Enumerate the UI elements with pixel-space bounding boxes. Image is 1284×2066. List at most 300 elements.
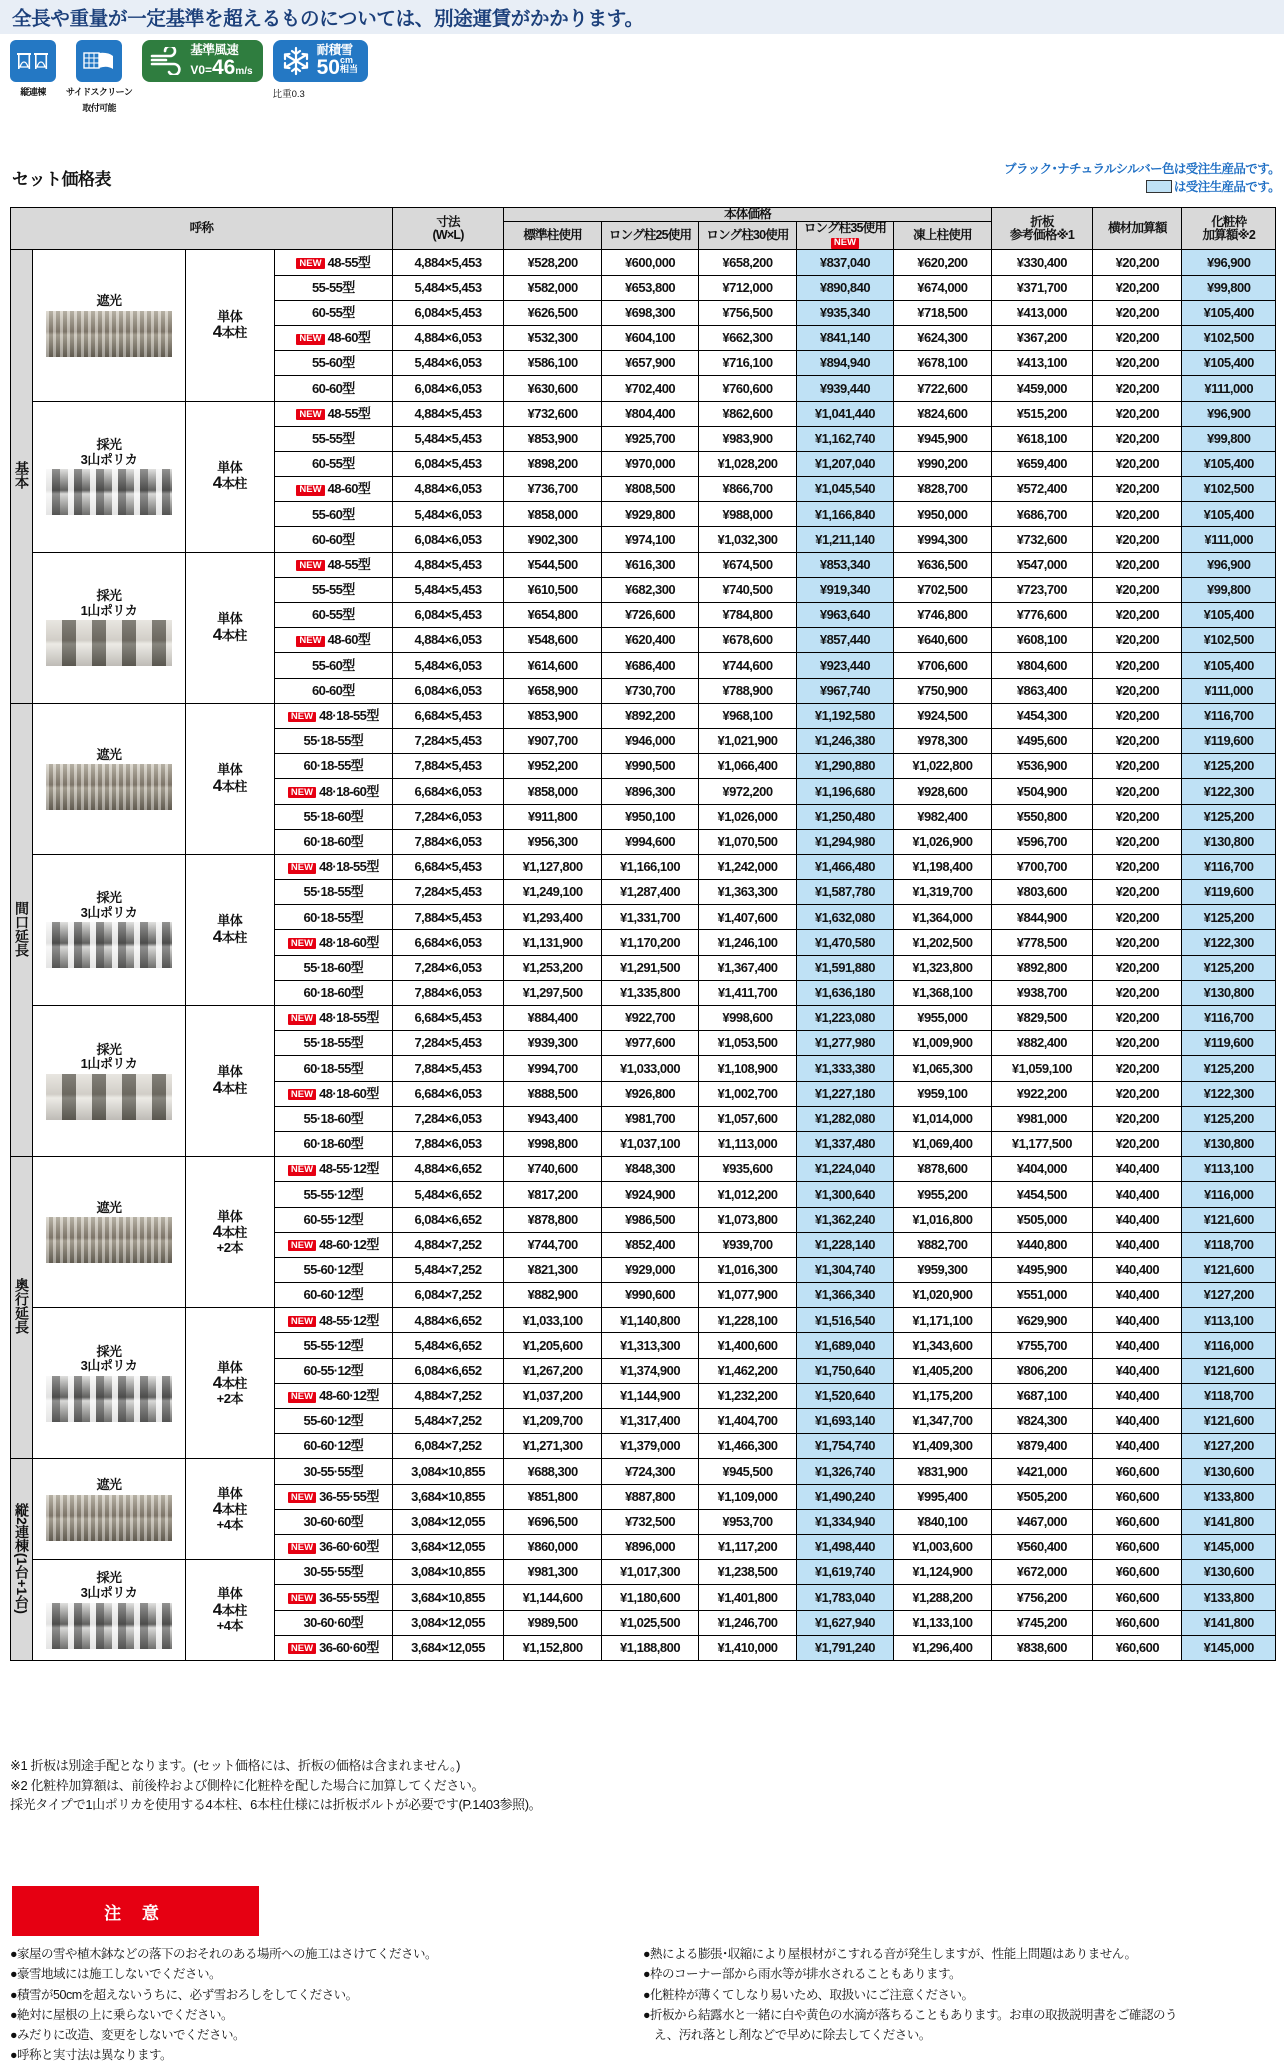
caution-item-right-1: ●熱による膨張･収縮により屋根材がこすれる音が発生しますが、性能上問題はありません。 — [643, 1947, 1137, 1961]
price-standard-cell: ¥851,800 — [504, 1484, 601, 1509]
model-name-cell — [274, 1409, 392, 1434]
price-long35-cell: ¥1,045,540 — [796, 477, 893, 502]
roof-type-cell — [33, 854, 185, 1005]
dimension-cell: 3,084×10,855 — [392, 1459, 504, 1484]
price-long25-cell: ¥994,600 — [601, 829, 698, 854]
roof-type-label: 遮光 — [96, 746, 122, 762]
model-name-cell — [274, 1635, 392, 1660]
price-oriita-cell: ¥922,200 — [991, 1081, 1093, 1106]
th-yokozai: 横材加算額 — [1093, 208, 1182, 250]
price-yokozai-cell: ¥20,200 — [1093, 275, 1182, 300]
model-name-cell — [274, 1157, 392, 1182]
price-long35-cell: ¥1,362,240 — [796, 1207, 893, 1232]
model-name-cell — [274, 275, 392, 300]
price-standard-cell: ¥586,100 — [504, 351, 601, 376]
price-standard-cell: ¥907,700 — [504, 728, 601, 753]
price-kesho-cell: ¥111,000 — [1182, 527, 1276, 552]
model-name-cell — [274, 754, 392, 779]
price-kesho-cell: ¥125,200 — [1182, 955, 1276, 980]
model-name: 60·18-55型 — [303, 1060, 364, 1076]
price-yokozai-cell: ¥20,200 — [1093, 527, 1182, 552]
price-long30-cell: ¥1,400,600 — [699, 1333, 796, 1358]
price-long25-cell: ¥970,000 — [601, 451, 698, 476]
price-oriita-cell: ¥547,000 — [991, 552, 1093, 577]
price-long35-cell: ¥1,587,780 — [796, 880, 893, 905]
price-standard-cell: ¥817,200 — [504, 1182, 601, 1207]
th-col-standard: 標準柱使用 — [504, 222, 601, 250]
price-standard-cell: ¥1,271,300 — [504, 1434, 601, 1459]
dimension-cell: 6,084×6,053 — [392, 678, 504, 703]
model-name: 60-55型 — [311, 456, 355, 472]
new-badge: NEW — [288, 1089, 316, 1100]
price-frost-cell: ¥831,900 — [894, 1459, 991, 1484]
snowflake-icon — [281, 46, 311, 76]
price-long30-cell: ¥1,246,700 — [699, 1610, 796, 1635]
footnote-1: ※1 折板は別途手配となります。(セット価格には、折板の価格は含まれません。) — [10, 1758, 461, 1773]
th-kesho-line2: 加算額※2 — [1202, 227, 1256, 242]
price-oriita-cell: ¥330,400 — [991, 250, 1093, 275]
wind-icon — [150, 47, 184, 75]
price-frost-cell: ¥1,133,100 — [894, 1610, 991, 1635]
price-long25-cell: ¥724,300 — [601, 1459, 698, 1484]
price-standard-cell: ¥952,200 — [504, 754, 601, 779]
model-name-cell — [274, 1560, 392, 1585]
price-frost-cell: ¥1,323,800 — [894, 955, 991, 980]
price-kesho-cell: ¥125,200 — [1182, 905, 1276, 930]
caution-item-right-4: ●折板から結露水と一緒に白や黄色の水滴が落ちることもあります。お車の取扱説明書をご確認のう — [643, 2007, 1178, 2022]
price-yokozai-cell: ¥40,400 — [1093, 1434, 1182, 1459]
new-badge: NEW — [296, 258, 324, 269]
price-yokozai-cell: ¥40,400 — [1093, 1182, 1182, 1207]
price-long25-cell: ¥892,200 — [601, 703, 698, 728]
price-yokozai-cell: ¥40,400 — [1093, 1383, 1182, 1408]
pillar-spec-cell — [185, 854, 274, 1005]
dimension-cell: 5,484×6,053 — [392, 502, 504, 527]
price-frost-cell: ¥1,026,900 — [894, 829, 991, 854]
price-long35-cell: ¥939,440 — [796, 376, 893, 401]
dimension-cell: 7,884×5,453 — [392, 905, 504, 930]
price-frost-cell: ¥882,700 — [894, 1232, 991, 1257]
price-frost-cell: ¥982,400 — [894, 804, 991, 829]
price-kesho-cell: ¥133,800 — [1182, 1585, 1276, 1610]
price-long25-cell: ¥950,100 — [601, 804, 698, 829]
price-oriita-cell: ¥882,400 — [991, 1031, 1093, 1056]
price-long25-cell: ¥922,700 — [601, 1006, 698, 1031]
price-yokozai-cell: ¥20,200 — [1093, 552, 1182, 577]
price-long30-cell: ¥1,057,600 — [699, 1106, 796, 1131]
pillar-line2: 4本柱 — [212, 926, 247, 946]
side-screen-caption-line1: サイドスクリーン — [66, 87, 133, 97]
table-row — [11, 552, 1276, 577]
price-yokozai-cell: ¥20,200 — [1093, 577, 1182, 602]
price-oriita-cell: ¥515,200 — [991, 401, 1093, 426]
price-oriita-cell: ¥404,000 — [991, 1157, 1093, 1182]
price-frost-cell: ¥1,198,400 — [894, 854, 991, 879]
roof-type-cell — [33, 703, 185, 854]
price-kesho-cell: ¥116,000 — [1182, 1333, 1276, 1358]
price-kesho-cell: ¥122,300 — [1182, 1081, 1276, 1106]
price-long30-cell: ¥716,100 — [699, 351, 796, 376]
price-kesho-cell: ¥122,300 — [1182, 779, 1276, 804]
price-long35-cell: ¥1,282,080 — [796, 1106, 893, 1131]
price-kesho-cell: ¥116,000 — [1182, 1182, 1276, 1207]
model-name-cell — [274, 552, 392, 577]
price-long25-cell: ¥925,700 — [601, 426, 698, 451]
model-name-cell — [274, 703, 392, 728]
price-oriita-cell: ¥608,100 — [991, 628, 1093, 653]
price-kesho-cell: ¥102,500 — [1182, 325, 1276, 350]
price-oriita-cell: ¥803,600 — [991, 880, 1093, 905]
price-oriita-cell: ¥755,700 — [991, 1333, 1093, 1358]
side-screen-caption-line2: 取付可能 — [82, 103, 116, 113]
price-frost-cell: ¥1,124,900 — [894, 1560, 991, 1585]
model-name: 60·18-60型 — [303, 1136, 364, 1152]
model-name-cell — [274, 426, 392, 451]
price-long30-cell: ¥1,012,200 — [699, 1182, 796, 1207]
price-standard-cell: ¥1,253,200 — [504, 955, 601, 980]
model-name: 55-60·12型 — [303, 1262, 364, 1278]
roof-type-label: 採光 — [96, 588, 122, 604]
price-long25-cell: ¥698,300 — [601, 300, 698, 325]
price-yokozai-cell: ¥20,200 — [1093, 1031, 1182, 1056]
price-long35-cell: ¥1,516,540 — [796, 1308, 893, 1333]
dimension-cell: 5,484×6,053 — [392, 351, 504, 376]
price-long30-cell: ¥1,232,200 — [699, 1383, 796, 1408]
roof-type-cell — [33, 250, 185, 401]
top-banner-text: 全長や重量が一定基準を超えるものについては、別途運賃がかかります。 — [12, 8, 644, 30]
pillar-line3: +2本 — [216, 1391, 243, 1407]
price-frost-cell: ¥1,343,600 — [894, 1333, 991, 1358]
th-oriita-line2: 参考価格※1 — [1009, 227, 1075, 242]
roof-type-photo — [46, 620, 172, 666]
price-long30-cell: ¥1,228,100 — [699, 1308, 796, 1333]
price-frost-cell: ¥828,700 — [894, 477, 991, 502]
model-name-cell — [274, 1257, 392, 1282]
price-frost-cell: ¥1,319,700 — [894, 880, 991, 905]
th-col-long30: ロング柱30使用 — [699, 222, 796, 250]
price-long30-cell: ¥1,242,000 — [699, 854, 796, 879]
model-name: 60·18-55型 — [303, 758, 364, 774]
tandem-building-icon-box — [10, 40, 56, 98]
new-badge: NEW — [288, 1392, 316, 1403]
price-long25-cell: ¥990,600 — [601, 1283, 698, 1308]
price-yokozai-cell: ¥20,200 — [1093, 703, 1182, 728]
model-name-cell — [274, 325, 392, 350]
price-yokozai-cell: ¥20,200 — [1093, 779, 1182, 804]
pillar-line2: 4本柱 — [212, 1222, 247, 1242]
price-standard-cell: ¥1,205,600 — [504, 1333, 601, 1358]
price-frost-cell: ¥1,296,400 — [894, 1635, 991, 1660]
model-name: 60-60型 — [311, 531, 355, 547]
model-name-cell — [274, 728, 392, 753]
new-badge: NEW — [288, 1492, 316, 1503]
price-kesho-cell: ¥99,800 — [1182, 577, 1276, 602]
price-long35-cell: ¥1,196,680 — [796, 779, 893, 804]
made-to-order-swatch — [1146, 180, 1172, 193]
price-long35-cell: ¥1,627,940 — [796, 1610, 893, 1635]
price-yokozai-cell: ¥20,200 — [1093, 955, 1182, 980]
price-frost-cell: ¥1,020,900 — [894, 1283, 991, 1308]
price-yokozai-cell: ¥40,400 — [1093, 1409, 1182, 1434]
dimension-cell: 3,684×12,055 — [392, 1635, 504, 1660]
roof-type-label: 採光 — [96, 1041, 122, 1057]
model-name: 60·18-60型 — [303, 985, 364, 1001]
dimension-cell: 6,084×5,453 — [392, 603, 504, 628]
price-oriita-cell: ¥618,100 — [991, 426, 1093, 451]
price-long35-cell: ¥1,791,240 — [796, 1635, 893, 1660]
model-name: 30-60·60型 — [303, 1614, 364, 1630]
pillar-spec-cell — [185, 401, 274, 552]
snow-load-unit-line2: 相当 — [339, 64, 358, 75]
price-standard-cell: ¥736,700 — [504, 477, 601, 502]
group-label-0: 基本 — [11, 250, 33, 703]
legend-note-line1: ブラック･ナチュラルシルバー色は受注生産品です。 — [1004, 162, 1280, 176]
price-oriita-cell: ¥806,200 — [991, 1358, 1093, 1383]
price-long30-cell: ¥1,108,900 — [699, 1056, 796, 1081]
price-frost-cell: ¥636,500 — [894, 552, 991, 577]
price-yokozai-cell: ¥20,200 — [1093, 603, 1182, 628]
model-name: 48·18-60型 — [319, 1085, 379, 1101]
roof-type-sublabel: 3山ポリカ — [80, 451, 138, 467]
price-long25-cell: ¥896,300 — [601, 779, 698, 804]
dimension-cell: 5,484×5,453 — [392, 275, 504, 300]
model-name-cell — [274, 1459, 392, 1484]
price-frost-cell: ¥1,016,800 — [894, 1207, 991, 1232]
price-long35-cell: ¥1,223,080 — [796, 1006, 893, 1031]
price-long35-cell: ¥1,334,940 — [796, 1509, 893, 1534]
price-oriita-cell: ¥440,800 — [991, 1232, 1093, 1257]
price-standard-cell: ¥740,600 — [504, 1157, 601, 1182]
price-kesho-cell: ¥116,700 — [1182, 1006, 1276, 1031]
price-frost-cell: ¥840,100 — [894, 1509, 991, 1534]
roof-type-cell — [33, 1308, 185, 1459]
price-long30-cell: ¥658,200 — [699, 250, 796, 275]
dimension-cell: 7,284×6,053 — [392, 804, 504, 829]
model-name: 55·18-60型 — [303, 959, 364, 975]
price-yokozai-cell: ¥60,600 — [1093, 1585, 1182, 1610]
price-kesho-cell: ¥130,600 — [1182, 1560, 1276, 1585]
price-long25-cell: ¥926,800 — [601, 1081, 698, 1106]
price-yokozai-cell: ¥20,200 — [1093, 451, 1182, 476]
price-yokozai-cell: ¥40,400 — [1093, 1232, 1182, 1257]
price-kesho-cell: ¥118,700 — [1182, 1232, 1276, 1257]
price-long25-cell: ¥977,600 — [601, 1031, 698, 1056]
price-long35-cell: ¥1,498,440 — [796, 1534, 893, 1559]
price-oriita-cell: ¥776,600 — [991, 603, 1093, 628]
price-standard-cell: ¥956,300 — [504, 829, 601, 854]
snow-load-value: 50 — [316, 56, 340, 80]
caution-item-right-5: え、汚れ落とし剤などで早めに除去してください。 — [654, 2028, 931, 2042]
legend-note-line2: は受注生産品です。 — [1173, 180, 1280, 195]
pillar-line3: +2本 — [216, 1240, 243, 1256]
model-name-cell — [274, 905, 392, 930]
price-long30-cell: ¥1,407,600 — [699, 905, 796, 930]
price-yokozai-cell: ¥20,200 — [1093, 401, 1182, 426]
price-long35-cell: ¥1,166,840 — [796, 502, 893, 527]
model-name-cell — [274, 829, 392, 854]
price-frost-cell: ¥718,500 — [894, 300, 991, 325]
price-oriita-cell: ¥505,200 — [991, 1484, 1093, 1509]
price-frost-cell: ¥620,200 — [894, 250, 991, 275]
new-badge: NEW — [288, 787, 316, 798]
th-dimension-line1: 寸法 — [436, 214, 460, 229]
price-long30-cell: ¥678,600 — [699, 628, 796, 653]
price-long35-cell: ¥1,162,740 — [796, 426, 893, 451]
price-kesho-cell: ¥122,300 — [1182, 930, 1276, 955]
dimension-cell: 7,284×5,453 — [392, 880, 504, 905]
price-long25-cell: ¥1,144,900 — [601, 1383, 698, 1408]
price-long35-cell: ¥1,466,480 — [796, 854, 893, 879]
dimension-cell: 4,884×7,252 — [392, 1383, 504, 1408]
price-standard-cell: ¥853,900 — [504, 703, 601, 728]
price-kesho-cell: ¥96,900 — [1182, 552, 1276, 577]
price-long35-cell: ¥1,783,040 — [796, 1585, 893, 1610]
price-standard-cell: ¥548,600 — [504, 628, 601, 653]
price-long35-cell: ¥1,470,580 — [796, 930, 893, 955]
snow-load-unit-line1: cm — [339, 55, 353, 66]
price-long35-cell: ¥890,840 — [796, 275, 893, 300]
price-yokozai-cell: ¥40,400 — [1093, 1308, 1182, 1333]
dimension-cell: 6,684×6,053 — [392, 1081, 504, 1106]
price-kesho-cell: ¥130,800 — [1182, 1131, 1276, 1156]
price-yokozai-cell: ¥20,200 — [1093, 1006, 1182, 1031]
th-name: 呼称 — [11, 208, 393, 250]
footnote-3: 採光タイプで1山ポリカを使用する4本柱、6本柱仕様には折板ボルトが必要です(P.1403参照)。 — [10, 1797, 542, 1812]
model-name-cell — [274, 653, 392, 678]
price-long25-cell: ¥620,400 — [601, 628, 698, 653]
price-frost-cell: ¥995,400 — [894, 1484, 991, 1509]
snow-load-badge-wrap — [273, 40, 368, 100]
model-name-cell — [274, 955, 392, 980]
price-yokozai-cell: ¥20,200 — [1093, 678, 1182, 703]
roof-type-photo — [46, 1376, 172, 1422]
table-row — [11, 1006, 1276, 1031]
price-frost-cell: ¥1,065,300 — [894, 1056, 991, 1081]
price-standard-cell: ¥696,500 — [504, 1509, 601, 1534]
price-yokozai-cell: ¥20,200 — [1093, 804, 1182, 829]
dimension-cell: 3,684×10,855 — [392, 1484, 504, 1509]
price-kesho-cell: ¥121,600 — [1182, 1409, 1276, 1434]
price-frost-cell: ¥1,003,600 — [894, 1534, 991, 1559]
price-standard-cell: ¥858,000 — [504, 502, 601, 527]
pillar-line1: 単体 — [217, 762, 243, 778]
price-kesho-cell: ¥119,600 — [1182, 728, 1276, 753]
price-long30-cell: ¥740,500 — [699, 577, 796, 602]
price-frost-cell: ¥928,600 — [894, 779, 991, 804]
price-table-head — [11, 208, 1276, 250]
price-long35-cell: ¥1,333,380 — [796, 1056, 893, 1081]
price-long30-cell: ¥674,500 — [699, 552, 796, 577]
price-long25-cell: ¥1,188,800 — [601, 1635, 698, 1660]
price-frost-cell: ¥640,600 — [894, 628, 991, 653]
pillar-line3: +4本 — [216, 1617, 243, 1633]
model-name-cell — [274, 1610, 392, 1635]
price-standard-cell: ¥1,152,800 — [504, 1635, 601, 1660]
roof-type-sublabel: 1山ポリカ — [80, 602, 138, 618]
dimension-cell: 6,084×6,652 — [392, 1207, 504, 1232]
model-name: 36-60·60型 — [319, 1539, 379, 1555]
price-kesho-cell: ¥113,100 — [1182, 1308, 1276, 1333]
price-oriita-cell: ¥756,200 — [991, 1585, 1093, 1610]
price-long35-cell: ¥837,040 — [796, 250, 893, 275]
price-long25-cell: ¥1,166,100 — [601, 854, 698, 879]
price-long25-cell: ¥1,140,800 — [601, 1308, 698, 1333]
model-name-cell — [274, 351, 392, 376]
price-oriita-cell: ¥686,700 — [991, 502, 1093, 527]
price-standard-cell: ¥610,500 — [504, 577, 601, 602]
price-standard-cell: ¥989,500 — [504, 1610, 601, 1635]
price-long25-cell: ¥1,331,700 — [601, 905, 698, 930]
price-kesho-cell: ¥105,400 — [1182, 653, 1276, 678]
dimension-cell: 7,284×5,453 — [392, 728, 504, 753]
price-long35-cell: ¥1,689,040 — [796, 1333, 893, 1358]
model-name-cell — [274, 1081, 392, 1106]
model-name-cell — [274, 1182, 392, 1207]
dimension-cell: 4,884×6,652 — [392, 1308, 504, 1333]
price-oriita-cell: ¥550,800 — [991, 804, 1093, 829]
price-yokozai-cell: ¥40,400 — [1093, 1333, 1182, 1358]
price-frost-cell: ¥1,405,200 — [894, 1358, 991, 1383]
new-badge: NEW — [288, 938, 316, 949]
price-long30-cell: ¥1,026,000 — [699, 804, 796, 829]
price-kesho-cell: ¥130,800 — [1182, 829, 1276, 854]
price-long35-cell: ¥923,440 — [796, 653, 893, 678]
dimension-cell: 3,084×12,055 — [392, 1509, 504, 1534]
price-frost-cell: ¥959,100 — [894, 1081, 991, 1106]
new-badge: NEW — [296, 636, 324, 647]
price-frost-cell: ¥1,009,900 — [894, 1031, 991, 1056]
model-name: 30-55·55型 — [303, 1463, 364, 1479]
price-standard-cell: ¥994,700 — [504, 1056, 601, 1081]
price-long35-cell: ¥1,490,240 — [796, 1484, 893, 1509]
pillar-line2: 4本柱 — [212, 1077, 247, 1097]
wind-speed-badge — [142, 40, 262, 82]
model-name: 48·18-55型 — [319, 1010, 379, 1026]
roof-type-photo — [46, 1074, 172, 1120]
price-long30-cell: ¥939,700 — [699, 1232, 796, 1257]
price-long25-cell: ¥730,700 — [601, 678, 698, 703]
price-kesho-cell: ¥141,800 — [1182, 1509, 1276, 1534]
model-name: 48·18-60型 — [319, 934, 379, 950]
price-long25-cell: ¥946,000 — [601, 728, 698, 753]
price-yokozai-cell: ¥20,200 — [1093, 250, 1182, 275]
price-yokozai-cell: ¥60,600 — [1093, 1635, 1182, 1660]
price-long30-cell: ¥784,800 — [699, 603, 796, 628]
pillar-line1: 単体 — [217, 459, 243, 475]
model-name-cell — [274, 980, 392, 1005]
new-badge: NEW — [296, 334, 324, 345]
model-name-cell — [274, 1534, 392, 1559]
new-badge: NEW — [288, 1593, 316, 1604]
price-yokozai-cell: ¥20,200 — [1093, 1106, 1182, 1131]
model-name: 48-60型 — [327, 632, 371, 648]
price-standard-cell: ¥658,900 — [504, 678, 601, 703]
dimension-cell: 3,684×10,855 — [392, 1585, 504, 1610]
price-long35-cell: ¥935,340 — [796, 300, 893, 325]
price-yokozai-cell: ¥20,200 — [1093, 1056, 1182, 1081]
price-frost-cell: ¥1,364,000 — [894, 905, 991, 930]
new-badge: NEW — [288, 1240, 316, 1251]
price-long35-cell: ¥1,337,480 — [796, 1131, 893, 1156]
pillar-line2: 4本柱 — [212, 1600, 247, 1620]
model-name: 48-55型 — [327, 254, 371, 270]
price-long25-cell: ¥1,170,200 — [601, 930, 698, 955]
price-oriita-cell: ¥421,000 — [991, 1459, 1093, 1484]
table-row — [11, 1308, 1276, 1333]
price-yokozai-cell: ¥20,200 — [1093, 628, 1182, 653]
price-standard-cell: ¥902,300 — [504, 527, 601, 552]
wind-speed-badge-wrap — [142, 40, 262, 82]
